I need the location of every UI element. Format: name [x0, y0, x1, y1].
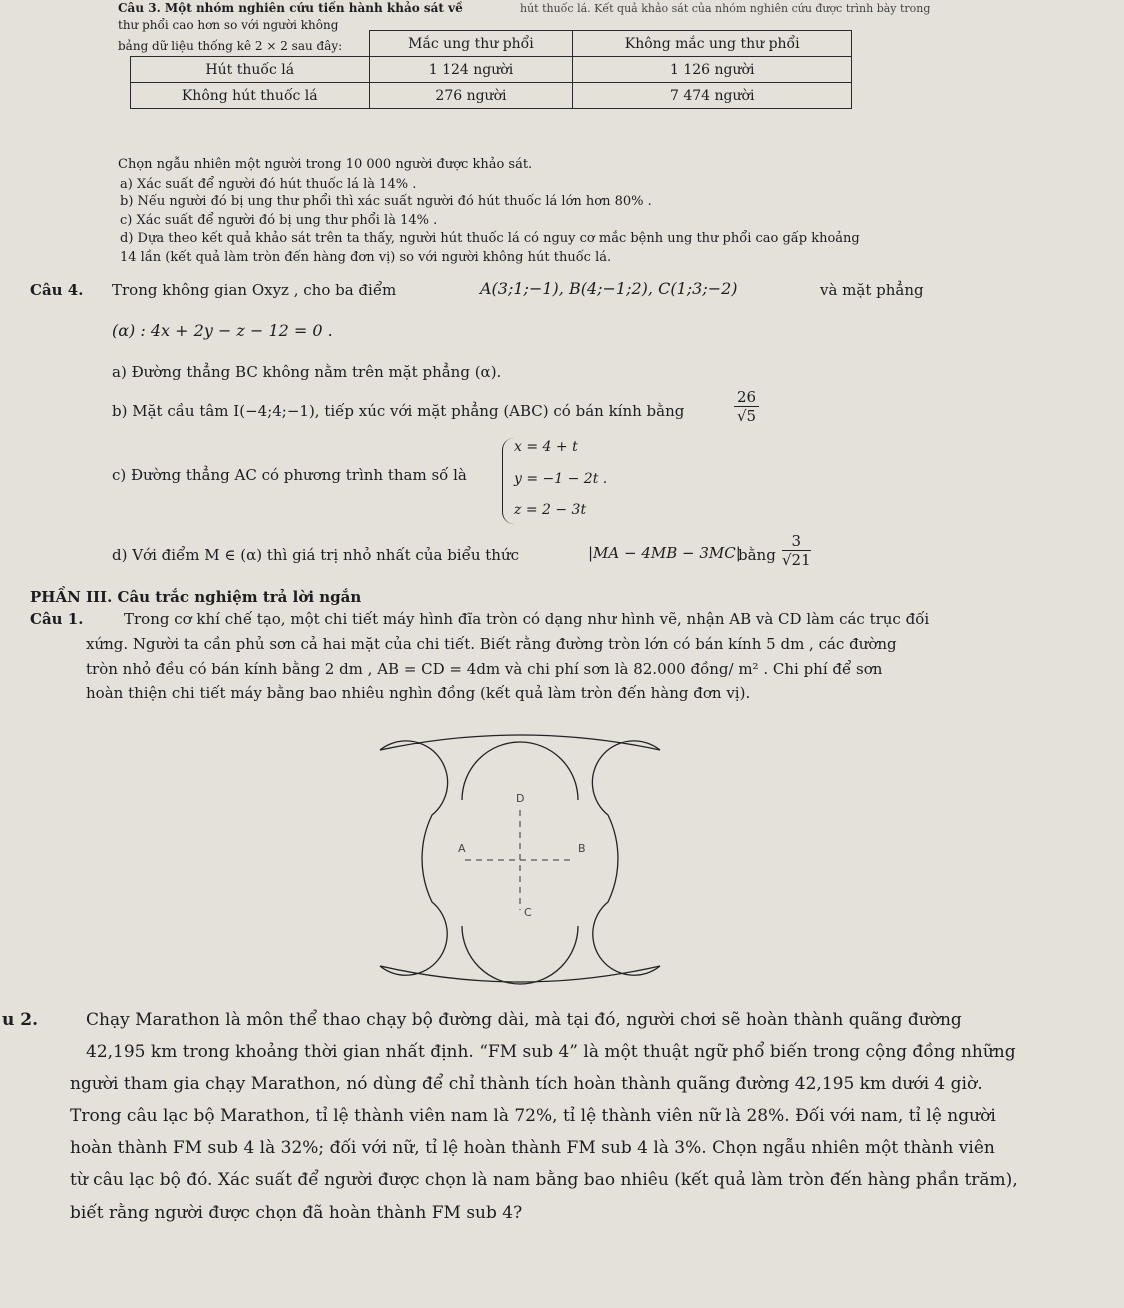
- table-cell: 1 126 người: [573, 57, 852, 83]
- fraction-3-sqrt21: [782, 532, 811, 569]
- stats-table: [130, 30, 852, 109]
- fraction-26-sqrt5: [734, 388, 759, 425]
- cau3-c: c) Xác suất để người đó bị ung thư phổi là 14% .: [120, 213, 438, 228]
- cau4-points: A(3;1;−1), B(4;−1;2), C(1;3;−2): [480, 279, 738, 298]
- table-cell: 1 124 người: [369, 57, 573, 83]
- label-a: A: [458, 842, 466, 855]
- eq-line-z: z = 2 − 3t: [514, 502, 587, 518]
- table-header: Mắc ung thư phổi: [369, 31, 573, 57]
- cau4-a: a) Đường thẳng BC không nằm trên mặt phẳng (α).: [112, 363, 502, 381]
- eq-line-y: y = −1 − 2t .: [514, 471, 608, 487]
- vector-expression: |MA − 4MB − 3MC|: [588, 544, 741, 562]
- cau3-line1: Câu 3. Một nhóm nghiên cứu tiến hành khảo sát về: [118, 1, 463, 15]
- fraction-numerator: 26: [734, 388, 759, 407]
- label-d: D: [516, 792, 525, 805]
- cau4-d-bang: bằng: [738, 546, 776, 564]
- cau3-line3: bảng dữ liệu thống kê 2 × 2 sau đây:: [118, 39, 343, 53]
- cau4-d: d) Với điểm M ∈ (α) thì giá trị nhỏ nhất của biểu thức: [112, 546, 520, 564]
- table-cell: 276 người: [369, 83, 573, 109]
- cau3-line2: thư phổi cao hơn so với người không: [118, 18, 339, 32]
- table-row: [131, 57, 852, 83]
- table-cell: Hút thuốc lá: [131, 57, 370, 83]
- cau3-b: b) Nếu người đó bị ung thư phổi thì xác suất người đó hút thuốc lá lớn hơn 80% .: [120, 194, 652, 209]
- cau4-b: b) Mặt cầu tâm I(−4;4;−1), tiếp xúc với mặt phẳng (ABC) có bán kính bằng: [112, 402, 685, 420]
- label-c: C: [524, 906, 532, 919]
- table-row: [131, 31, 852, 57]
- table-header: Không mắc ung thư phổi: [573, 31, 852, 57]
- fraction-denominator: √5: [736, 407, 757, 425]
- label-b: B: [578, 842, 586, 855]
- table-cell: Không hút thuốc lá: [131, 83, 370, 109]
- cau3-d1: d) Dựa theo kết quả khảo sát trên ta thấy, người hút thuốc lá có nguy cơ mắc bệnh ung thư phổi cao gấp khoảng: [120, 231, 860, 246]
- q1-line1: Trong cơ khí chế tạo, một chi tiết máy hình đĩa tròn có dạng như hình vẽ, nhận AB và CD làm các trục đối: [124, 610, 930, 628]
- q2-line3: người tham gia chạy Marathon, nó dùng để chỉ thành tích hoàn thành quãng đường 42,195 km dưới 4 giờ.: [70, 1074, 983, 1094]
- table-row: [131, 83, 852, 109]
- q2-line5: hoàn thành FM sub 4 là 32%; đối với nữ, tỉ lệ hoàn thành FM sub 4 là 3%. Chọn ngẫu nhiên một thành viên: [70, 1138, 995, 1158]
- q1-line2: xứng. Người ta cần phủ sơn cả hai mặt của chi tiết. Biết rằng đường tròn lớn có bán kính 5 dm , các đường: [86, 635, 897, 653]
- cau4-label: Câu 4.: [30, 281, 84, 299]
- q2-line6: từ câu lạc bộ đó. Xác suất để người được chọn là nam bằng bao nhiêu (kết quả làm tròn đến hàng phần trăm),: [70, 1170, 1018, 1190]
- fraction-denominator: √21: [782, 551, 811, 569]
- cau3-choose: Chọn ngẫu nhiên một người trong 10 000 người được khảo sát.: [118, 157, 533, 172]
- q2-line4: Trong câu lạc bộ Marathon, tỉ lệ thành viên nam là 72%, tỉ lệ thành viên nữ là 28%. Đối với nam, tỉ lệ người: [70, 1106, 996, 1126]
- q1-line3: tròn nhỏ đều có bán kính bằng 2 dm , AB = CD = 4dm và chi phí sơn là 82.000 đồng/ m² . Chi phí để sơn: [86, 660, 883, 678]
- part3-title: PHẦN III. Câu trắc nghiệm trả lời ngắn: [30, 588, 362, 606]
- q2-line2: 42,195 km trong khoảng thời gian nhất định. “FM sub 4” là một thuật ngữ phổ biến trong cộng đồng những: [86, 1042, 1016, 1062]
- cau3-d2: 14 lần (kết quả làm tròn đến hàng đơn vị) so với người không hút thuốc lá.: [120, 250, 612, 265]
- cau4-plane: (α) : 4x + 2y − z − 12 = 0 .: [112, 321, 333, 340]
- cau4-intro: Trong không gian Oxyz , cho ba điểm: [112, 281, 397, 299]
- cau4-c: c) Đường thẳng AC có phương trình tham số là: [112, 466, 467, 484]
- disc-part-figure: [350, 730, 690, 995]
- bottom-arc: [462, 926, 578, 984]
- fraction-numerator: 3: [782, 532, 811, 551]
- q2-line1: Chạy Marathon là môn thể thao chạy bộ đường dài, mà tại đó, người chơi sẽ hoàn thành quãng đường: [86, 1010, 962, 1030]
- cau4-and-plane: và mặt phẳng: [820, 281, 924, 299]
- cau3-a: a) Xác suất để người đó hút thuốc lá là 14% .: [120, 177, 417, 192]
- eq-line-x: x = 4 + t: [514, 439, 578, 455]
- table-cell: 7 474 người: [573, 83, 852, 109]
- q2-line7: biết rằng người được chọn đã hoàn thành FM sub 4?: [70, 1203, 523, 1223]
- cau3-line1b: hút thuốc lá. Kết quả khảo sát của nhóm nghiên cứu được trình bày trong: [520, 2, 931, 15]
- q1-line4: hoàn thiện chi tiết máy bằng bao nhiêu nghìn đồng (kết quả làm tròn đến hàng đơn vị).: [86, 684, 751, 702]
- q2-label: u 2.: [2, 1010, 39, 1030]
- table-cell: [131, 31, 370, 57]
- q1-label: Câu 1.: [30, 610, 84, 628]
